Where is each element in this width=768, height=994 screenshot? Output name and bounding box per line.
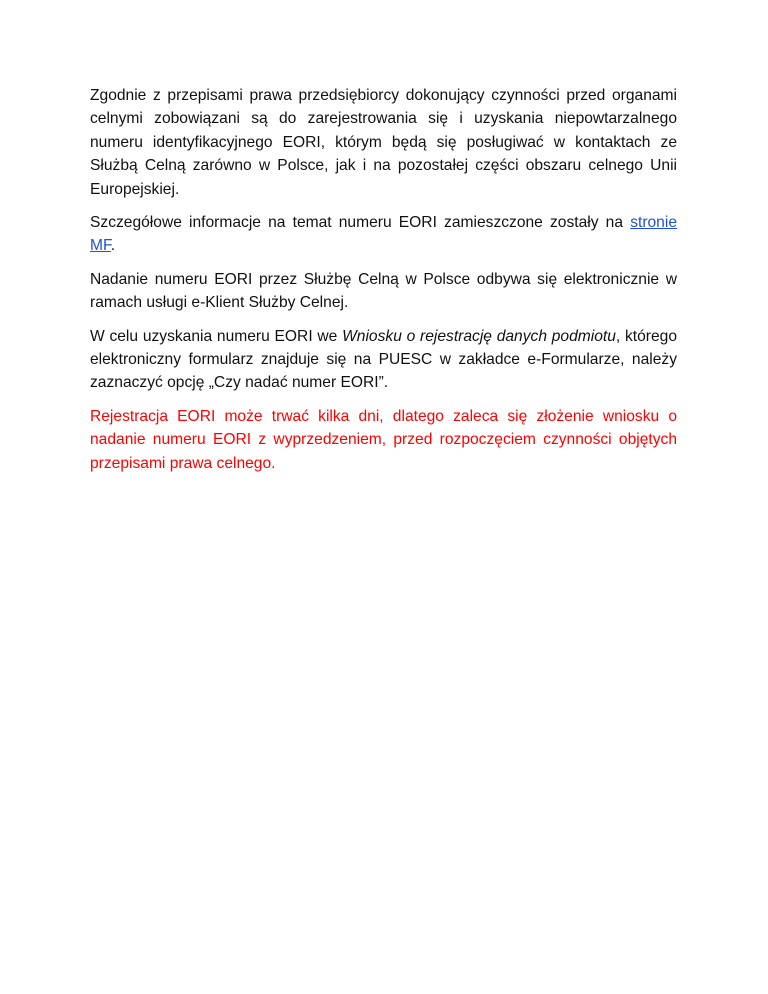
paragraph-eori-info bbox=[90, 211, 677, 258]
mf-website-link[interactable]: stronie MF bbox=[90, 214, 677, 255]
application-form-name: Wniosku o rejestrację danych podmiotu bbox=[342, 327, 616, 345]
paragraph-eori-info-text: Szczegółowe informacje na temat numeru EORI zamieszczone zostały na bbox=[90, 214, 631, 232]
paragraph-eori-obligation bbox=[90, 84, 677, 201]
paragraph-eori-electronic-text: Nadanie numeru EORI przez Służbę Celną w Polsce odbywa się elektronicznie w ramach usługi e-Klient Służby Celnej. bbox=[90, 270, 677, 312]
paragraph-eori-obligation-text: Zgodnie z przepisami prawa przedsiębiorcy dokonujący czynności przed organami celnymi zobowiązani są do zarejestrowania się i uzyskania niepowtarzalnego numeru identyfikacyjnego EORI, którym będą się posługiwać w kontaktach ze Służbą Celną zarówno w Polsce, jak i na pozostałej części obszaru celnego Unii Europejskiej. bbox=[90, 87, 677, 198]
paragraph-eori-warning bbox=[90, 405, 677, 475]
paragraph-eori-application bbox=[90, 325, 677, 395]
paragraph-eori-electronic bbox=[90, 268, 677, 315]
paragraph-eori-application-text-start: W celu uzyskania numeru EORI we bbox=[90, 327, 343, 345]
document-body bbox=[90, 84, 677, 485]
paragraph-eori-warning-text: Rejestracja EORI może trwać kilka dni, dlatego zaleca się złożenie wniosku o nadanie numeru EORI z wyprzedzeniem, przed rozpoczęciem czynności objętych przepisami prawa celnego. bbox=[90, 407, 677, 472]
paragraph-eori-info-period: . bbox=[110, 237, 116, 255]
paragraph-eori-application-text-end: , którego elektroniczny formularz znajduje się na PUESC w zakładce e-Formularze, należy zaznaczyć opcję „Czy nadać numer EORI”. bbox=[90, 327, 677, 392]
